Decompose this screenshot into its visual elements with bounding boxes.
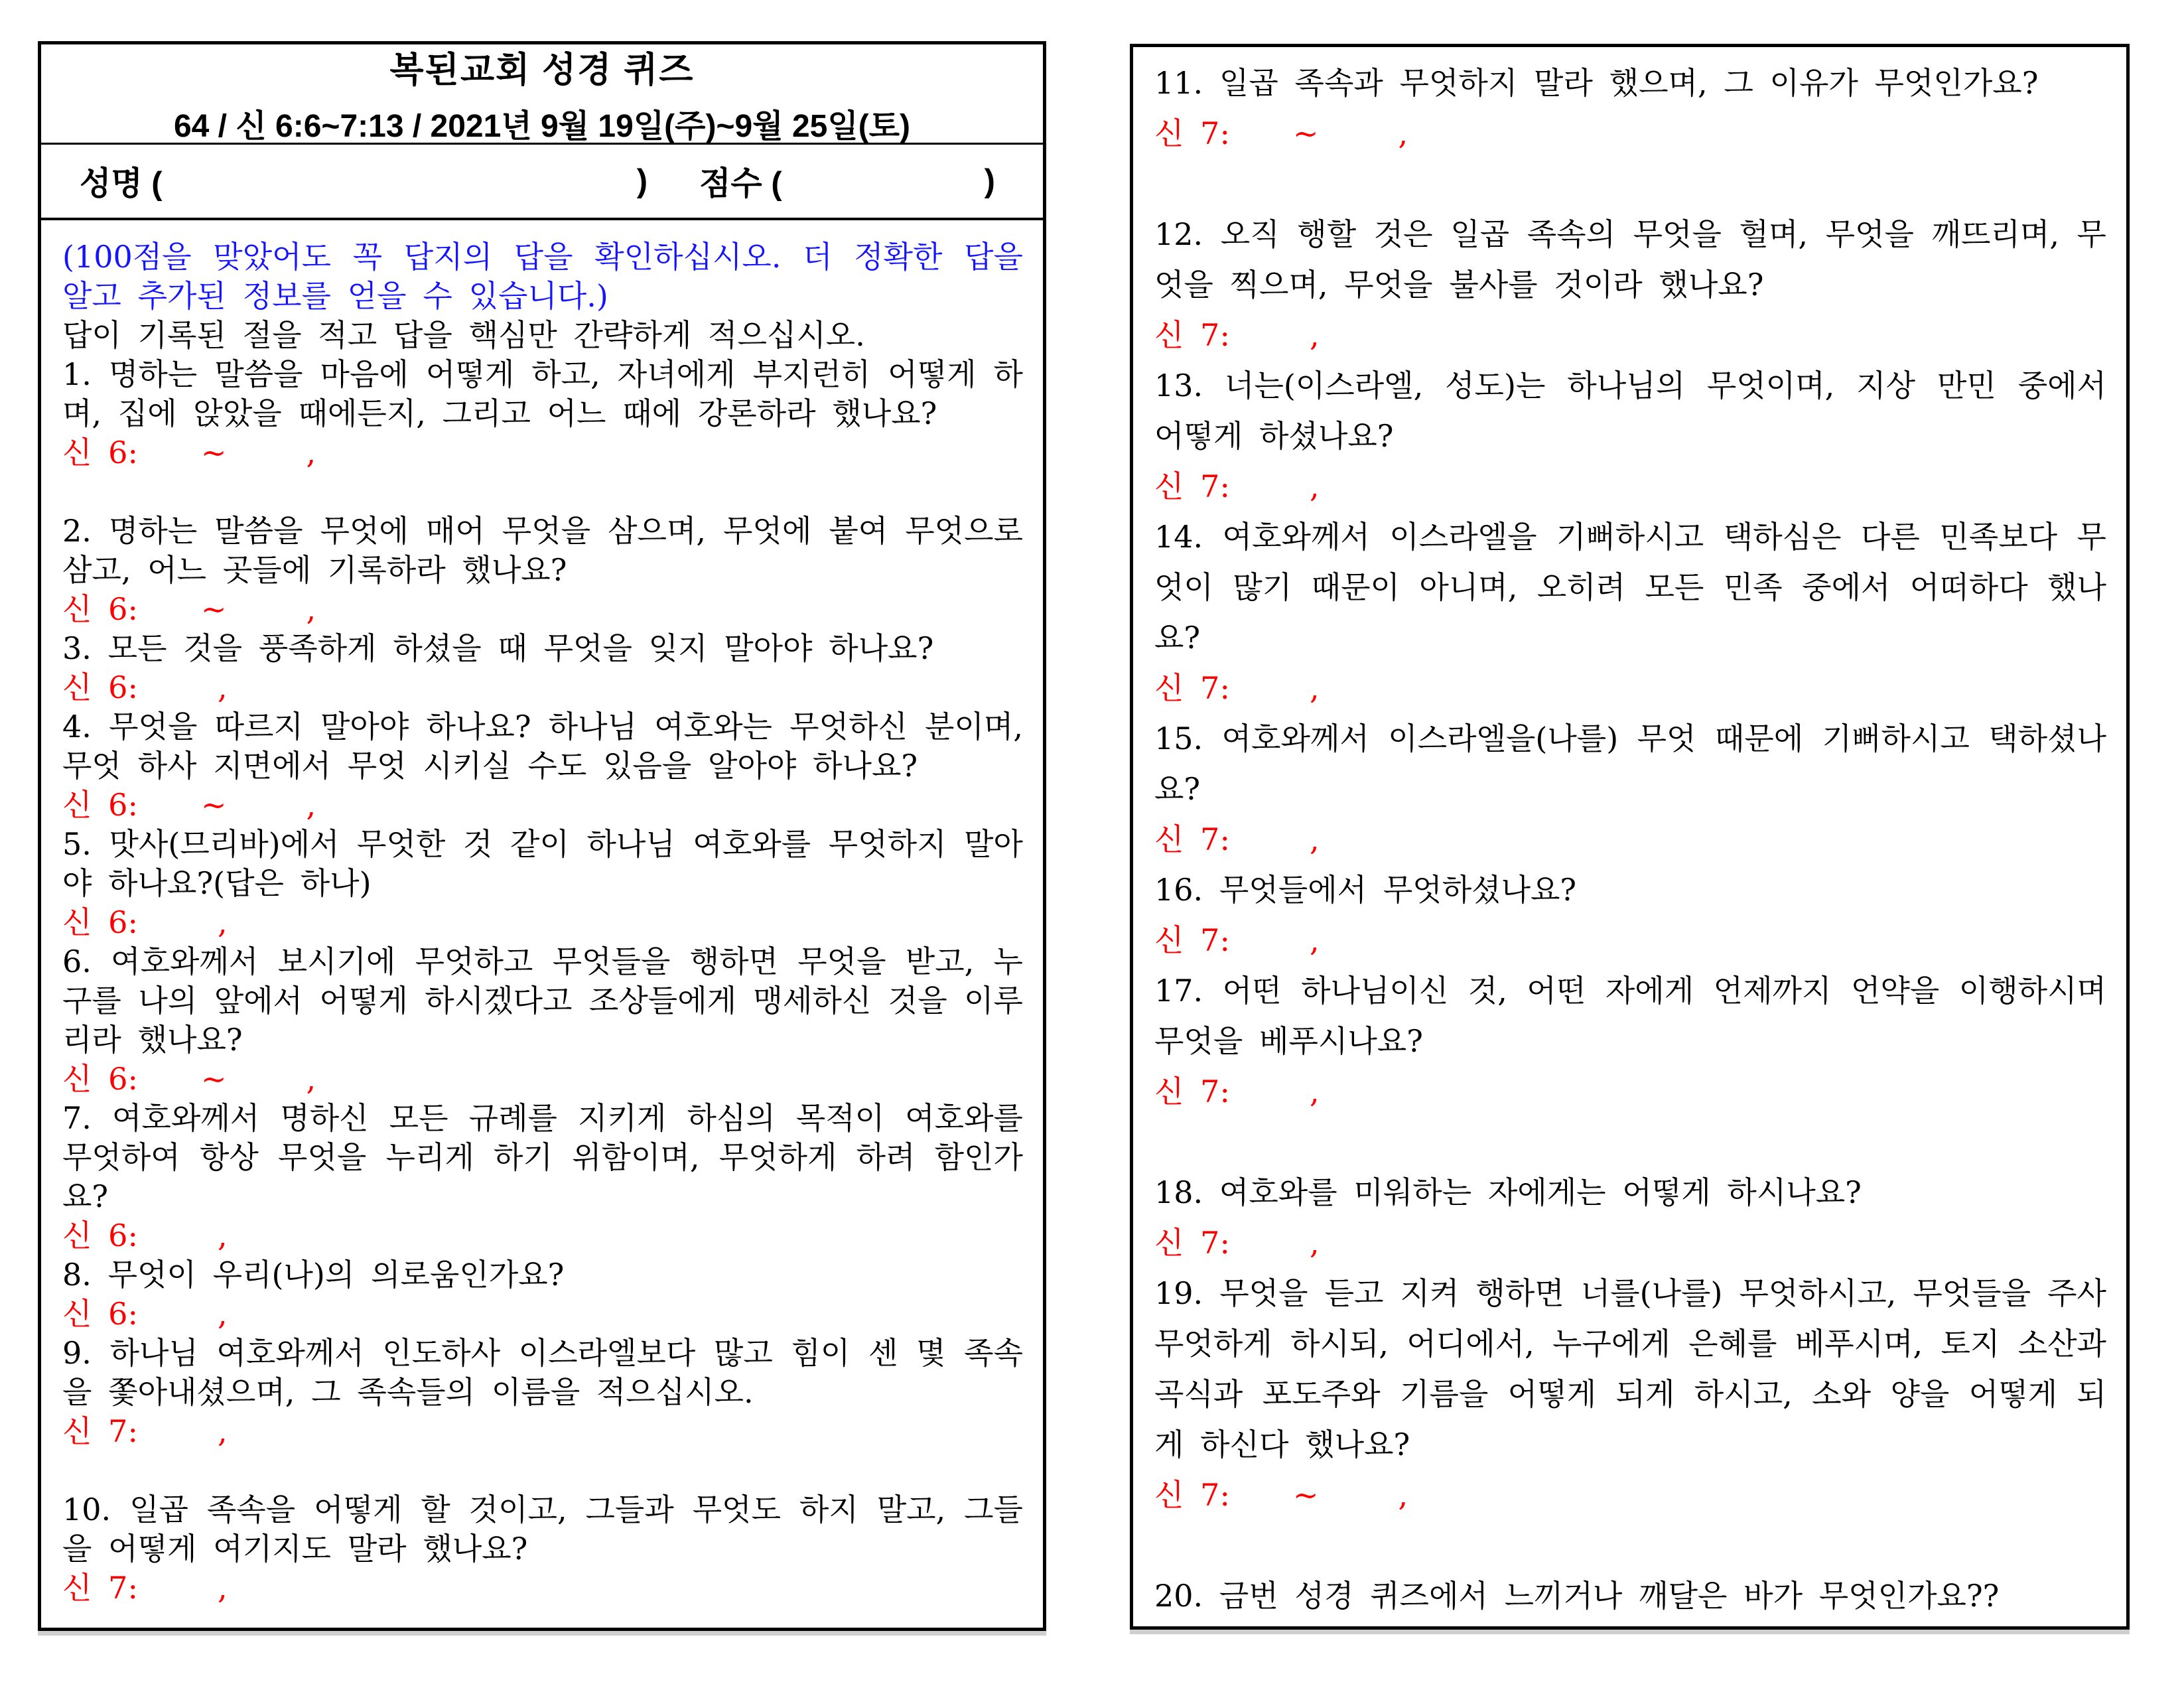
notice-text: (100점을 맞았어도 꼭 답지의 답을 확인하십시오. 더 정확한 답을 알고 추가된 정보를 얻을 수 있습니다.) bbox=[62, 239, 1023, 314]
question-text: 2. 명하는 말씀을 무엇에 매어 무엇을 삼으며, 무엇에 붙여 무엇으로 삼고, 어느 곳들에 기록하라 했나요? bbox=[62, 513, 1023, 588]
answer-comma: , bbox=[306, 435, 316, 470]
answer-reference: 신 7: bbox=[1154, 317, 1230, 353]
answer-comma: , bbox=[1309, 670, 1320, 706]
quiz-header bbox=[41, 44, 1043, 145]
question-block-7 bbox=[62, 1099, 1023, 1255]
question-text: 6. 여호와께서 보시기에 무엇하고 무엇들을 행하면 무엇을 받고, 누구를 나의 앞에서 어떻게 하시겠다고 조상들에게 맹세하신 것을 이루리라 했나요? bbox=[62, 944, 1023, 1058]
question-block-4 bbox=[62, 707, 1023, 825]
answer-comma: , bbox=[1309, 317, 1320, 353]
answer-reference: 신 6: bbox=[62, 435, 138, 470]
question-text: 20. 금번 성경 퀴즈에서 느끼거나 깨달은 바가 무엇인가요?? bbox=[1154, 1578, 2000, 1614]
answer-line bbox=[1154, 663, 2106, 713]
answer-reference: 신 7: bbox=[1154, 1477, 1230, 1513]
answer-line bbox=[1154, 915, 2106, 965]
answer-reference: 신 7: bbox=[62, 1570, 138, 1606]
question-text: 18. 여호와를 미워하는 자에게는 어떻게 하시나요? bbox=[1154, 1174, 1862, 1210]
answer-reference: 신 7: bbox=[1154, 821, 1230, 857]
question-text: 4. 무엇을 따르지 말아야 하나요? 하나님 여호와는 무엇하신 분이며, 무엇 하사 지면에서 무엇 시키실 수도 있음을 알아야 하나요? bbox=[62, 709, 1023, 784]
question-block-6 bbox=[62, 942, 1023, 1099]
question-block-8 bbox=[62, 1255, 1023, 1334]
answer-comma: , bbox=[217, 1570, 228, 1606]
question-block-5 bbox=[62, 825, 1023, 942]
question-text: 19. 무엇을 듣고 지켜 행하면 너를(나를) 무엇하시고, 무엇들을 주사 무엇하게 하시되, 어디에서, 누구에게 은혜를 베푸시며, 토지 소산과 곡식과 포도주와 기름을 어떻게 되게 하시고, 소와 양을 어떻게 되게 하신다 했나요? bbox=[1154, 1275, 2106, 1462]
question-text: 5. 맛사(므리바)에서 무엇한 것 같이 하나님 여호와를 무엇하지 말아야 하나요?(답은 하나) bbox=[62, 826, 1023, 901]
answer-tilde: ~ bbox=[200, 435, 227, 470]
answer-comma: , bbox=[306, 787, 316, 823]
answer-line bbox=[62, 1569, 1023, 1608]
question-text: 15. 여호와께서 이스라엘을(나를) 무엇 때문에 기뻐하시고 택하셨나요? bbox=[1154, 721, 2106, 807]
instruction-text: 답이 기록된 절을 적고 답을 핵심만 간략하게 적으십시오. bbox=[62, 317, 865, 353]
answer-comma: , bbox=[1398, 1477, 1408, 1513]
answer-reference: 신 6: bbox=[62, 787, 138, 823]
name-label: 성명 ( bbox=[80, 166, 163, 202]
answer-reference: 신 6: bbox=[62, 904, 138, 940]
question-block-2 bbox=[62, 512, 1023, 629]
question-text: 12. 오직 행할 것은 일곱 족속의 무엇을 헐며, 무엇을 깨뜨리며, 무엇을 찍으며, 무엇을 불사를 것이라 했나요? bbox=[1154, 216, 2106, 303]
answer-comma: , bbox=[1309, 1225, 1320, 1261]
answer-line bbox=[1154, 1218, 2106, 1268]
answer-reference: 신 7: bbox=[62, 1413, 138, 1449]
answer-reference: 신 7: bbox=[1154, 468, 1230, 504]
answer-comma: , bbox=[306, 1061, 316, 1097]
quiz-subtitle: 64 / 신 6:6~7:13 / 2021년 9월 19일(주)~9월 25일(토) bbox=[173, 108, 911, 144]
quiz-sheet-left-page bbox=[38, 41, 1046, 1631]
answer-line bbox=[62, 668, 1023, 707]
question-block-3 bbox=[62, 629, 1023, 707]
answer-reference: 신 6: bbox=[62, 670, 138, 705]
answer-line bbox=[62, 590, 1023, 629]
question-block-13 bbox=[1154, 360, 2106, 512]
question-text: 16. 무엇들에서 무엇하셨나요? bbox=[1154, 872, 1577, 908]
answer-tilde: ~ bbox=[1292, 115, 1319, 151]
answer-line bbox=[62, 1216, 1023, 1255]
answer-reference: 신 6: bbox=[62, 1296, 138, 1332]
question-text: 14. 여호와께서 이스라엘을 기뻐하시고 택하심은 다른 민족보다 무엇이 많기 때문이 아니며, 오히려 모든 민족 중에서 어떠하다 했나요? bbox=[1154, 519, 2106, 656]
answer-reference: 신 6: bbox=[62, 591, 138, 627]
answer-comma: , bbox=[1309, 821, 1320, 857]
question-block-12 bbox=[1154, 209, 2106, 360]
score-label: 점수 ( bbox=[699, 166, 782, 202]
answer-reference: 신 7: bbox=[1154, 922, 1230, 958]
question-body-left bbox=[41, 220, 1043, 1608]
answer-line bbox=[1154, 814, 2106, 865]
question-text: 13. 너는(이스라엘, 성도)는 하나님의 무엇이며, 지상 만민 중에서 어떻게 하셨나요? bbox=[1154, 368, 2106, 454]
question-text: 3. 모든 것을 풍족하게 하셨을 때 무엇을 잊지 말아야 하나요? bbox=[62, 630, 934, 666]
question-text: 1. 명하는 말씀을 마음에 어떻게 하고, 자녀에게 부지런히 어떻게 하며, 집에 앉았을 때에든지, 그리고 어느 때에 강론하라 했나요? bbox=[62, 356, 1023, 431]
answer-tilde: ~ bbox=[200, 1061, 227, 1097]
answer-comma: , bbox=[217, 904, 228, 940]
answer-comma: , bbox=[306, 591, 316, 627]
answer-comma: , bbox=[1309, 1074, 1320, 1109]
answer-line bbox=[1154, 1066, 2106, 1117]
answer-reference: 신 6: bbox=[62, 1218, 138, 1253]
answer-line bbox=[62, 903, 1023, 942]
answer-tilde: ~ bbox=[200, 787, 227, 823]
answer-reference: 신 7: bbox=[1154, 1074, 1230, 1109]
quiz-sheet-right-page bbox=[1130, 44, 2130, 1630]
question-text: 17. 어떤 하나님이신 것, 어떤 자에게 언제까지 언약을 이행하시며 무엇을 베푸시나요? bbox=[1154, 973, 2106, 1059]
question-text: 8. 무엇이 우리(나)의 의로움인가요? bbox=[62, 1257, 565, 1293]
answer-comma: , bbox=[1398, 115, 1408, 151]
answer-comma: , bbox=[1309, 468, 1320, 504]
answer-reference: 신 7: bbox=[1154, 670, 1230, 706]
answer-reference: 신 6: bbox=[62, 1061, 138, 1097]
question-block-11 bbox=[1154, 58, 2106, 159]
answer-tilde: ~ bbox=[200, 591, 227, 627]
question-block-17 bbox=[1154, 965, 2106, 1117]
name-score-row bbox=[41, 145, 1043, 220]
question-block-10 bbox=[62, 1490, 1023, 1608]
answer-line bbox=[62, 1060, 1023, 1099]
answer-line bbox=[62, 433, 1023, 472]
answer-line bbox=[1154, 310, 2106, 360]
answer-line bbox=[1154, 461, 2106, 512]
question-block-19 bbox=[1154, 1268, 2106, 1520]
answer-reference: 신 7: bbox=[1154, 1225, 1230, 1261]
answer-comma: , bbox=[217, 670, 228, 705]
answer-line bbox=[62, 1412, 1023, 1451]
question-text: 10. 일곱 족속을 어떻게 할 것이고, 그들과 무엇도 하지 말고, 그들을 어떻게 여기지도 말라 했나요? bbox=[62, 1492, 1023, 1567]
question-block-15 bbox=[1154, 713, 2106, 865]
question-text: 7. 여호와께서 명하신 모든 규례를 지키게 하심의 목적이 여호와를 무엇하여 항상 무엇을 누리게 하기 위함이며, 무엇하게 하려 함인가요? bbox=[62, 1100, 1023, 1214]
answer-comma: , bbox=[1309, 922, 1320, 958]
question-block-18 bbox=[1154, 1167, 2106, 1268]
question-block-9 bbox=[62, 1334, 1023, 1451]
question-block-20 bbox=[1154, 1571, 2106, 1621]
answer-line bbox=[1154, 1470, 2106, 1520]
answer-line bbox=[1154, 108, 2106, 159]
question-block-14 bbox=[1154, 512, 2106, 713]
question-body-right bbox=[1133, 47, 2126, 1621]
answer-tilde: ~ bbox=[1292, 1477, 1319, 1513]
answer-comma: , bbox=[217, 1296, 228, 1332]
answer-comma: , bbox=[217, 1218, 228, 1253]
answer-comma: , bbox=[217, 1413, 228, 1449]
name-paren-close: ) bbox=[636, 163, 648, 199]
question-block-16 bbox=[1154, 865, 2106, 965]
answer-line bbox=[62, 786, 1023, 825]
answer-line bbox=[62, 1295, 1023, 1334]
answer-reference: 신 7: bbox=[1154, 115, 1230, 151]
score-paren-close: ) bbox=[984, 163, 995, 199]
question-block-1 bbox=[62, 355, 1023, 472]
question-text: 9. 하나님 여호와께서 인도하사 이스라엘보다 많고 힘이 센 몇 족속을 쫓아내셨으며, 그 족속들의 이름을 적으십시오. bbox=[62, 1335, 1023, 1410]
question-text: 11. 일곱 족속과 무엇하지 말라 했으며, 그 이유가 무엇인가요? bbox=[1154, 65, 2039, 101]
quiz-title: 복된교회 성경 퀴즈 bbox=[389, 50, 695, 90]
